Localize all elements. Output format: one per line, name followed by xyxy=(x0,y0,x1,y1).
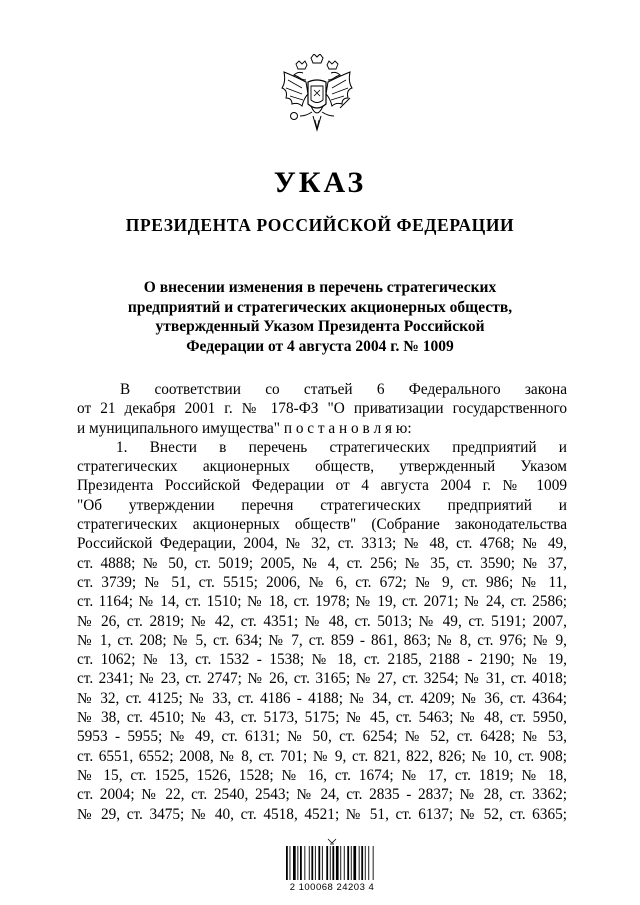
body-line: № 32, ст. 4125; № 33, ст. 4186 - 4188; № 34, ст. 4209; № 36, ст. 4364; xyxy=(77,689,567,707)
document-subject xyxy=(0,278,640,356)
barcode xyxy=(272,836,392,892)
document-body xyxy=(77,380,567,824)
body-line: № 1, ст. 208; № 5, ст. 634; № 7, ст. 859 - 861, 863; № 8, ст. 976; № 9, xyxy=(77,631,567,649)
body-line: стратегических акционерных обществ" (Собрание законодательства xyxy=(77,516,567,534)
body-line: ст. 1062; № 13, ст. 1532 - 1538; № 18, ст. 2185, 2188 - 2190; № 19, xyxy=(77,651,567,669)
subject-line: О внесении изменения в перечень стратегических xyxy=(143,279,497,296)
body-line: № 38, ст. 4510; № 43, ст. 5173, 5175; № 45, ст. 5463; № 48, ст. 5950, xyxy=(77,709,567,727)
body-line: Российской Федерации, 2004, № 32, ст. 3313; № 48, ст. 4768; № 49, xyxy=(77,535,567,553)
body-line: ст. 4888; № 50, ст. 5019; 2005, № 4, ст. 256; № 35, ст. 3590; № 37, xyxy=(77,554,567,572)
body-line: № 29, ст. 3475; № 40, ст. 4518, 4521; № 51, ст. 6137; № 52, ст. 6365; xyxy=(77,805,567,823)
body-line: ст. 1164; № 14, ст. 1510; № 18, ст. 1978; № 19, ст. 2071; № 24, ст. 2586; xyxy=(77,593,567,611)
subject-line: утвержденный Указом Президента Российской xyxy=(155,318,485,335)
subject-line: предприятий и стратегических акционерных обществ, xyxy=(127,298,513,316)
barcode-icon xyxy=(272,836,392,882)
barcode-number: 2 100068 24203 4 xyxy=(289,882,375,893)
body-line: ст. 2341; № 23, ст. 2747; № 26, ст. 3165; № 27, ст. 3254; № 31, ст. 4018; xyxy=(77,670,567,688)
body-line: от 21 декабря 2001 г. № 178-ФЗ "О приватизации государственного xyxy=(77,400,567,418)
body-line: ст. 6551, 6552; 2008, № 8, ст. 701; № 9, ст. 821, 822, 826; № 10, ст. 908; xyxy=(77,747,567,765)
document-issuer: ПРЕЗИДЕНТА РОССИЙСКОЙ ФЕДЕРАЦИИ xyxy=(125,215,515,235)
document-title: УКАЗ xyxy=(273,166,367,199)
body-line: № 26, ст. 2819; № 42, ст. 4351; № 48, ст. 5013; № 49, ст. 5191; 2007, xyxy=(77,612,567,630)
body-line: "Об утверждении перечня стратегических предприятий и xyxy=(77,496,567,514)
body-line: ст. 3739; № 51, ст. 5515; 2006, № 6, ст. 672; № 9, ст. 986; № 11, xyxy=(77,573,567,591)
body-line: 5953 - 5955; № 49, ст. 6131; № 50, ст. 6254; № 52, ст. 6428; № 53, xyxy=(77,728,567,746)
body-line: В соответствии со статьей 6 Федерального закона xyxy=(120,381,567,398)
body-line: Президента Российской Федерации от 4 августа 2004 г. № 1009 xyxy=(77,477,567,495)
body-line: стратегических акционерных обществ, утвержденный Указом xyxy=(77,458,567,476)
body-line: 1. Внести в перечень стратегических предприятий и xyxy=(116,438,567,456)
subject-line: Федерации от 4 августа 2004 г. № 1009 xyxy=(186,337,454,355)
coat-of-arms-icon xyxy=(276,54,358,144)
body-line: № 15, ст. 1525, 1526, 1528; № 16, ст. 1674; № 17, ст. 1819; № 18, xyxy=(77,766,567,784)
body-line: ст. 2004; № 22, ст. 2540, 2543; № 24, ст. 2835 - 2837; № 28, ст. 3362; xyxy=(77,786,567,804)
body-line: и муниципального имущества" п о с т а н о в л я ю: xyxy=(77,419,412,437)
